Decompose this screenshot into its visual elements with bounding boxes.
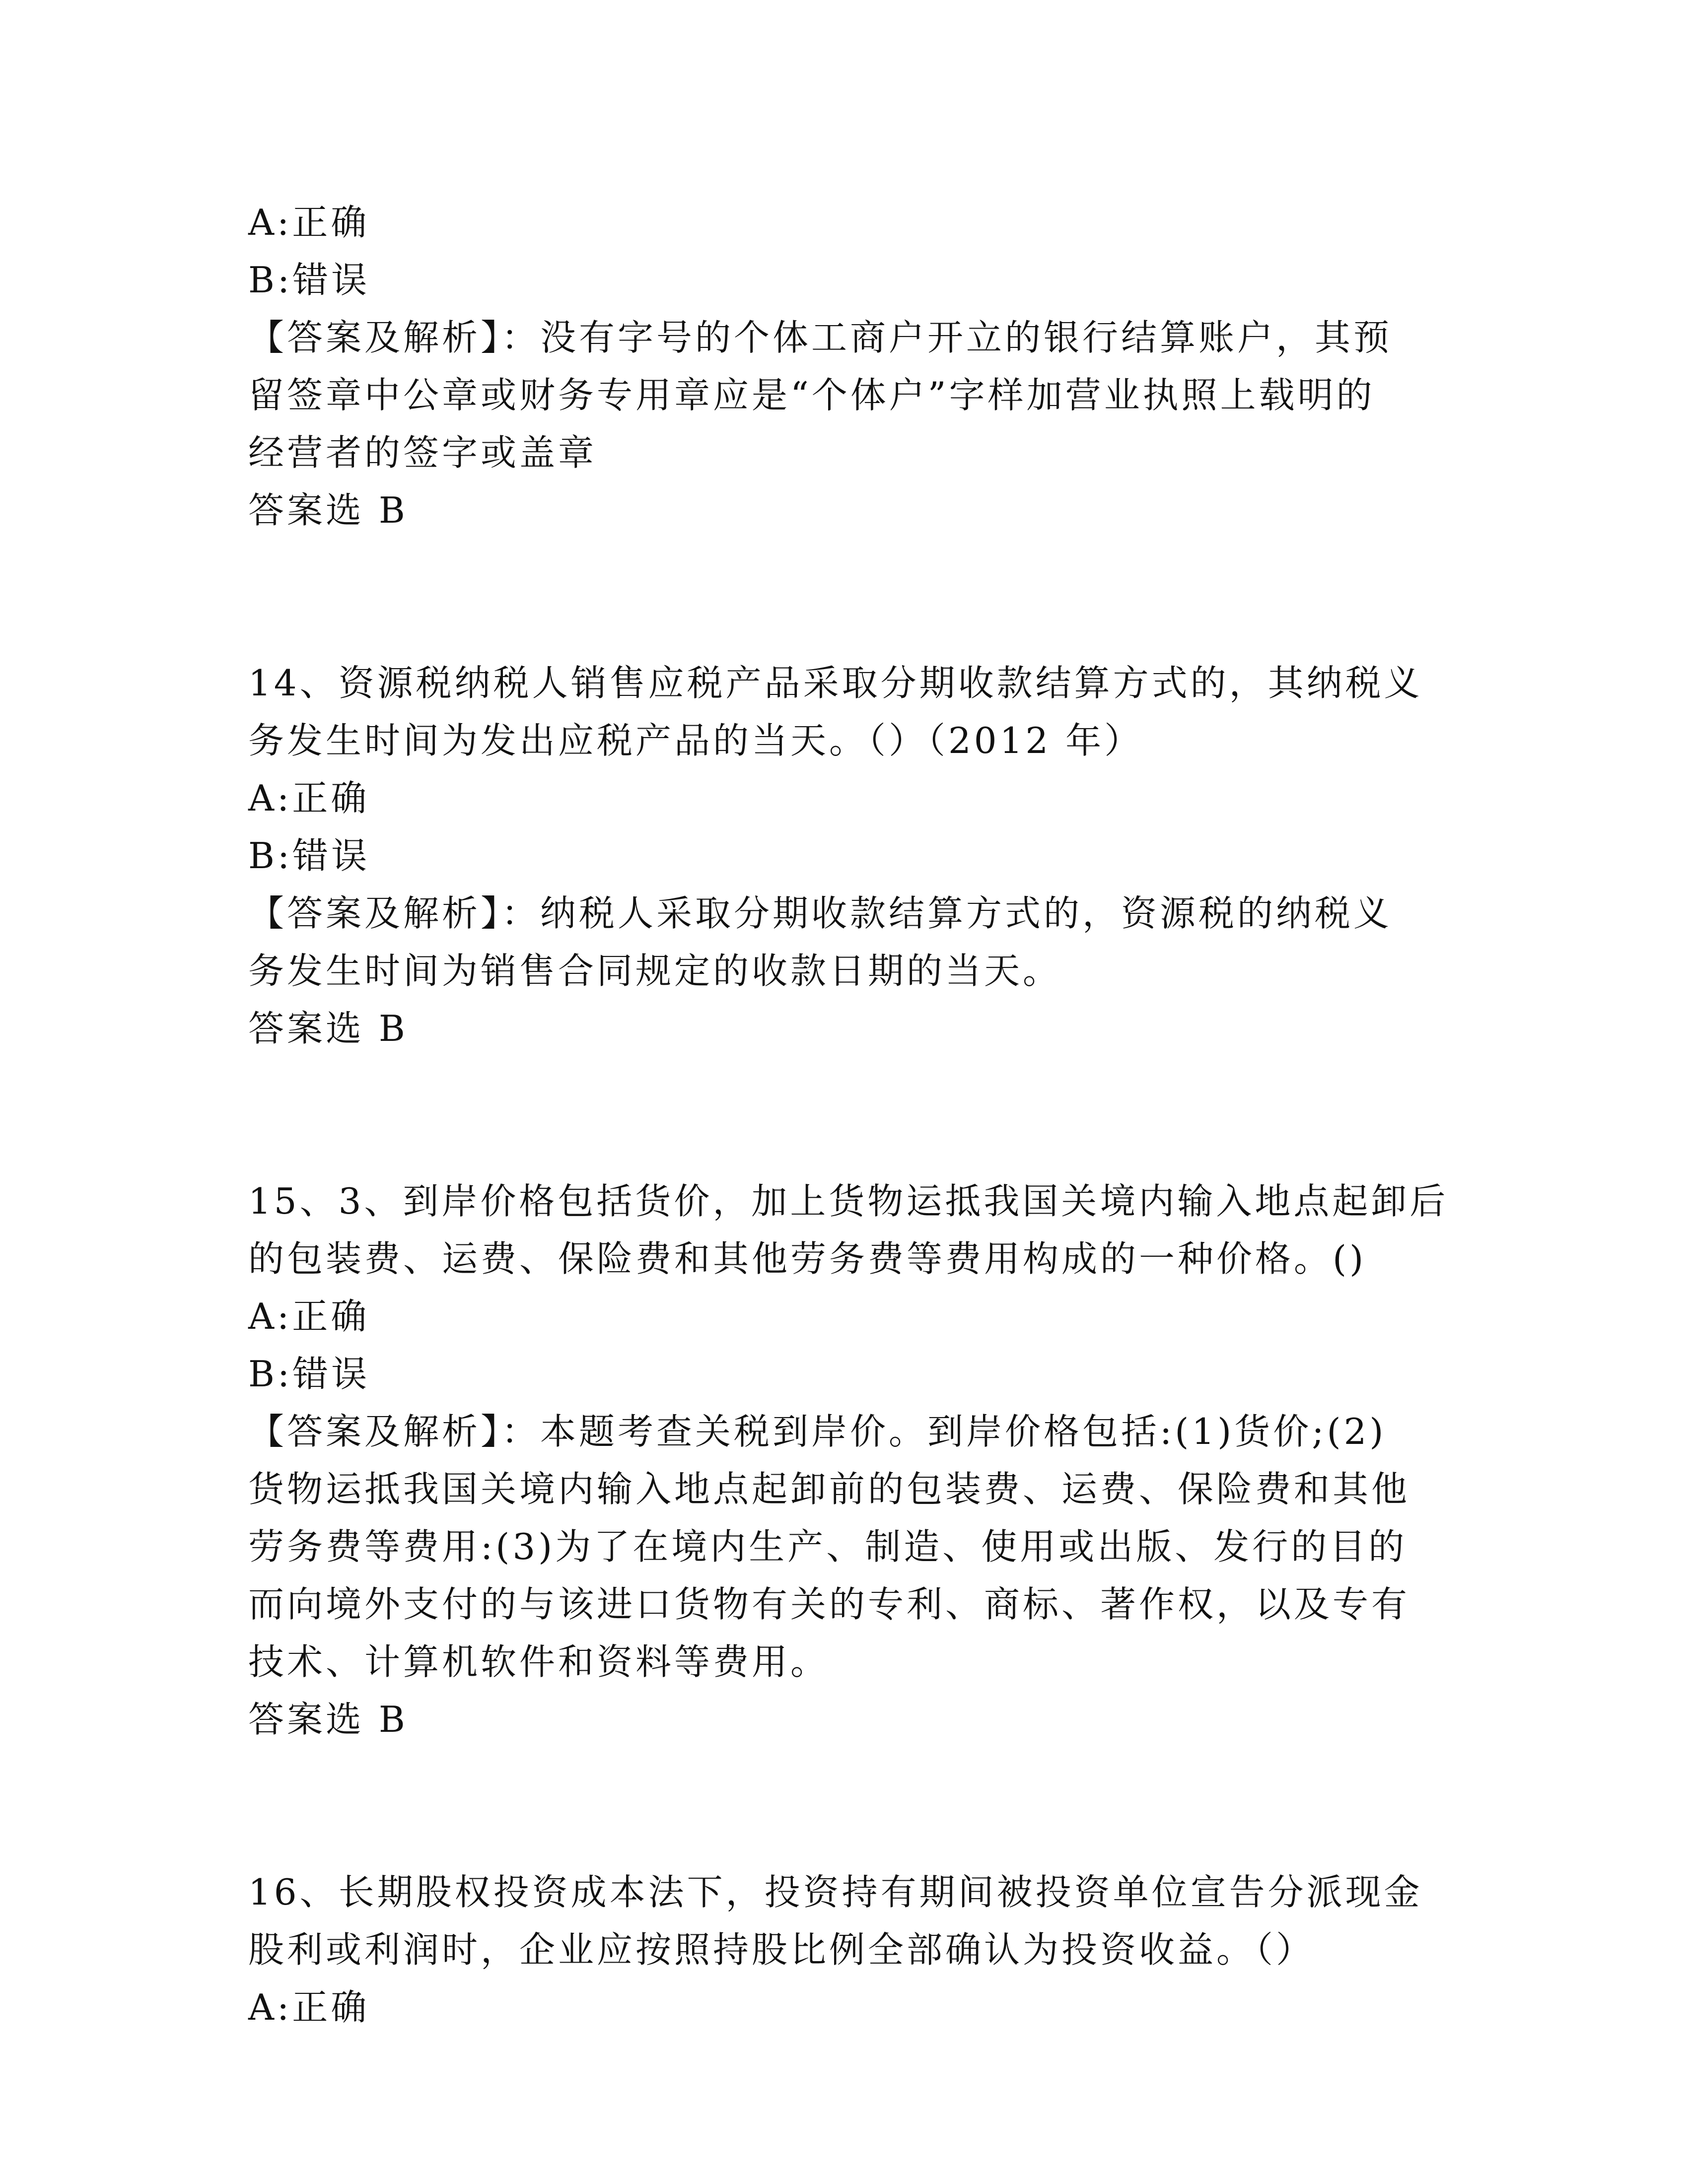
question-line: 14、资源税纳税人销售应税产品采取分期收款结算方式的，其纳税义 [248, 662, 1423, 704]
analysis-line: 务发生时间为销售合同规定的收款日期的当天。 [248, 950, 1062, 992]
spacer [248, 1057, 1440, 1172]
option-a: A:正确 [248, 1296, 370, 1337]
document-body [248, 194, 1449, 2036]
question-16 [248, 1863, 1440, 2036]
question-14 [248, 654, 1440, 1057]
question-line: 股利或利润时，企业应按照持股比例全部确认为投资收益。（） [248, 1929, 1315, 1971]
question-15 [248, 1172, 1449, 1748]
question-line: 15、3、到岸价格包括货价，加上货物运抵我国关境内输入地点起卸后 [248, 1180, 1449, 1222]
question-13-tail [248, 194, 1440, 539]
option-a: A:正确 [248, 202, 370, 243]
analysis-line: 货物运抵我国关境内输入地点起卸前的包装费、运费、保险费和其他 [248, 1468, 1410, 1510]
question-line: 16、长期股权投资成本法下，投资持有期间被投资单位宣告分派现金 [248, 1871, 1423, 1913]
spacer [248, 1748, 1440, 1863]
analysis-line: 【答案及解析】：没有字号的个体工商户开立的银行结算账户，其预 [248, 317, 1393, 358]
analysis-line: 【答案及解析】：本题考查关税到岸价。到岸价格包括:(1)货价;(2) [248, 1411, 1387, 1452]
question-line: 的包装费、运费、保险费和其他劳务费等费用构成的一种价格。() [248, 1238, 1367, 1280]
analysis-line: 留签章中公章或财务专用章应是“个体户”字样加营业执照上载明的 [248, 374, 1375, 416]
option-b: B:错误 [248, 1353, 370, 1395]
answer-line: 答案选 B [248, 489, 408, 531]
spacer [248, 539, 1440, 654]
option-a: A:正确 [248, 777, 370, 819]
analysis-line: 经营者的签字或盖章 [248, 432, 597, 474]
question-line: 务发生时间为发出应税产品的当天。（）（2012 年） [248, 720, 1143, 761]
option-a: A:正确 [248, 1986, 370, 2028]
analysis-line: 而向境外支付的与该进口货物有关的专利、商标、著作权，以及专有 [248, 1583, 1410, 1625]
analysis-line: 劳务费等费用:(3)为了在境内生产、制造、使用或出版、发行的目的 [248, 1526, 1407, 1568]
analysis-line: 【答案及解析】：纳税人采取分期收款结算方式的，资源税的纳税义 [248, 892, 1393, 934]
option-b: B:错误 [248, 259, 370, 301]
analysis-line: 技术、计算机软件和资料等费用。 [248, 1641, 830, 1683]
answer-line: 答案选 B [248, 1699, 408, 1740]
option-b: B:错误 [248, 835, 370, 877]
answer-line: 答案选 B [248, 1008, 408, 1049]
